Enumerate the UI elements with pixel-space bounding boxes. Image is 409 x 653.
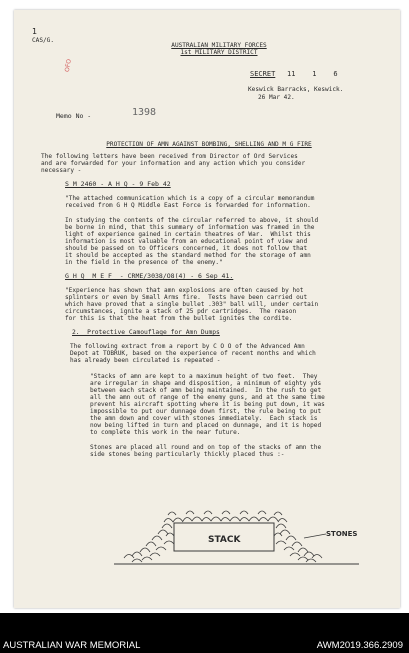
text-line: "The attached communication which is a copy of a circular memorandum (65, 195, 315, 202)
org-heading: AUSTRALIAN MILITARY FORCES (171, 42, 267, 49)
stones-label: STONES (326, 530, 358, 538)
text-line: "Experience has shown that amn explosions are often caused by hot (65, 287, 304, 294)
stack-label: STACK (208, 535, 241, 545)
text-line: now being lifted in turn and placed on dunnage, and it is hoped (90, 422, 322, 429)
text-line: to complete this work in the near future. (90, 429, 241, 436)
text-line: which have proved that a single bullet .303" ball will, under certain (65, 301, 319, 308)
text-line: The following letters have been received from Director of Ord Services (41, 153, 298, 160)
text-line: necessary - (41, 167, 82, 174)
text-line: information is most valuable from an educational point of view and (65, 238, 308, 245)
paper-sheet (14, 10, 400, 608)
text-line: all the amn out of range of the enemy guns, and at the same time (90, 394, 325, 401)
reference-2: G H Q M E F - CRME/3038/O8(4) - 6 Sep 41. (65, 272, 234, 280)
text-line: prevent his aircraft spotting where it is being put down, it was (90, 401, 325, 408)
memo-label: Memo No - (56, 112, 92, 120)
text-line: circumstances, ignite a stack of 25 pdr cartridges. The reason (65, 308, 297, 315)
text-line: side stones being particularly thickly placed thus :- (90, 451, 285, 458)
text-line: splinters or even by Small Arms fire. Tests have been carried out (65, 294, 308, 301)
section-2-title: 2. Protective Camouflage for Amn Dumps (72, 329, 220, 336)
reference-1: S M 2460 - A H Q - 9 Feb 42 (65, 180, 171, 188)
location: Keswick Barracks, Keswick. (248, 86, 344, 93)
district-heading: 1st MILITARY DISTRICT (180, 49, 258, 56)
date: 26 Mar 42. (258, 94, 295, 101)
stamp-note: OFO (63, 58, 73, 73)
margin-mark: 1 (32, 27, 38, 36)
text-line: The following extract from a report by C O O of the Advanced Amn (70, 343, 305, 350)
text-line: Stones are placed all round and on top of the stacks of amn the (90, 444, 322, 451)
text-line: for this is that the heat from the bullet ignites the cordite. (65, 315, 293, 322)
text-line: be borne in mind, that this summary of information was framed in the (65, 224, 315, 231)
text-line: received from G H Q Middle East Force is forwarded for information. (65, 202, 311, 209)
text-line: between each stack of amn being maintained. In the rush to get (90, 387, 322, 394)
text-line: in the field in the presence of the enemy." (65, 259, 223, 266)
text-line: should be passed on to Officers concerned, it does not follow that (65, 245, 308, 252)
text-line: and are forwarded for your information and any action which you consider (41, 160, 306, 167)
ref-code: CAS/G. (32, 37, 55, 44)
secret-numbers: 11 1 6 (287, 70, 338, 78)
footer-institution: AUSTRALIAN WAR MEMORIAL (3, 640, 141, 651)
text-line: In studying the contents of the circular referred to above, it should (65, 217, 319, 224)
text-line: light of experience gained in certain theatres of War. Whilst this (65, 231, 311, 238)
subject-heading: PROTECTION OF AMN AGAINST BOMBING, SHELLING AND M G FIRE (106, 141, 312, 148)
text-line: has already been circulated is repeated - (70, 357, 221, 364)
text-line: "Stacks of amn are kept to a maximum height of two feet. They (90, 373, 318, 380)
text-line: the amn down and cover with stones immediately. Each stack is (90, 415, 318, 422)
text-line: are irregular in shape and disposition, a minimum of eighty yds (90, 380, 322, 387)
text-line: it should be accepted as the standard method for the storage of amn (65, 252, 311, 259)
stack-diagram (104, 490, 364, 570)
footer-accession-number: AWM2019.366.2909 (316, 640, 403, 651)
memo-number: 1398 (132, 107, 157, 118)
footer-bar (0, 613, 409, 653)
secret-label: SECRET (250, 70, 276, 78)
text-line: impossible to put our dunnage down first, the rule being to put (90, 408, 322, 415)
text-line: Depot at TOBRUK, based on the experience of recent months and which (70, 350, 316, 357)
